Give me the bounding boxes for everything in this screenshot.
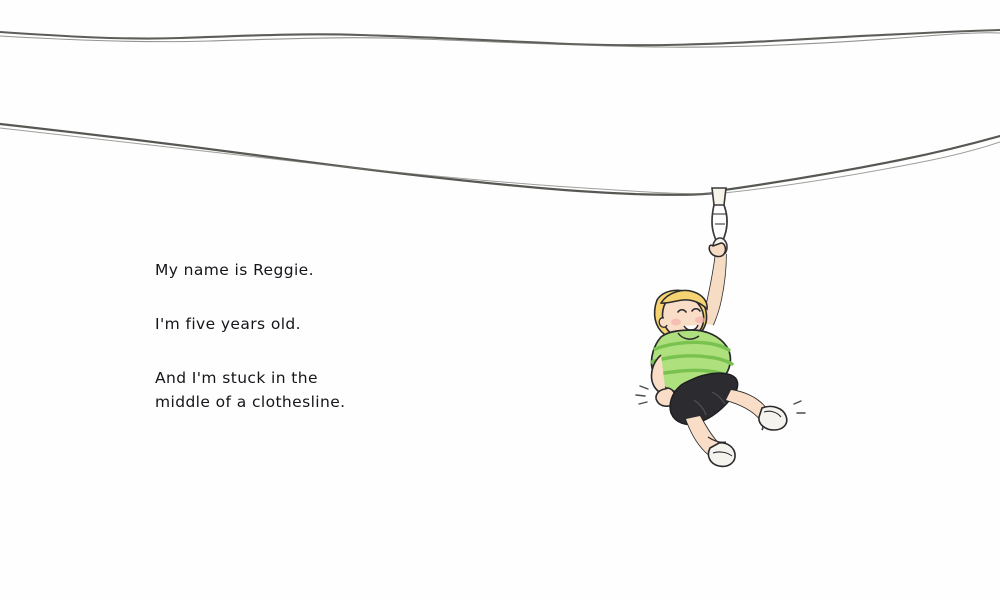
- paragraph-2: [155, 312, 495, 336]
- upper-clothesline: [0, 30, 1000, 47]
- text-line: And I'm stuck in the: [155, 369, 318, 388]
- text-line: middle of a clothesline.: [155, 393, 346, 412]
- story-text: [155, 258, 495, 414]
- text-line: My name is Reggie.: [155, 261, 314, 279]
- lower-clothesline: [0, 124, 1000, 195]
- paragraph-3: [155, 366, 495, 414]
- paragraph-1: [155, 258, 495, 282]
- boy-character: [636, 243, 805, 466]
- text-line: I'm five years old.: [155, 315, 301, 334]
